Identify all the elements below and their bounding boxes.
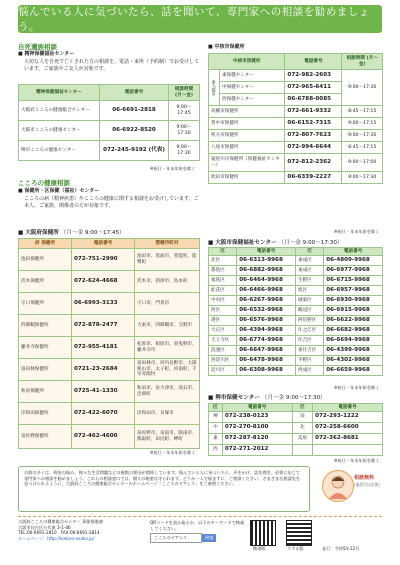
search-button[interactable]: 検索	[202, 534, 216, 542]
t3-r6-time: 8:45〜17:15	[342, 142, 383, 154]
issued-date: 発行：令和5年12月	[322, 546, 360, 551]
note4: ※祝日・年末年始を除く	[334, 385, 380, 390]
t4-r7-w1: 大正区	[209, 326, 237, 336]
t4-r1-w1: 都島区	[209, 266, 237, 276]
table-row	[209, 412, 383, 423]
kokoro-title: こころの健康相談	[18, 179, 70, 187]
t4-r3-t2: 06-6957-9968	[324, 286, 383, 296]
org-contact: TEL:06-6691-2810 FAX:06-6691-2814	[18, 530, 100, 535]
table-row	[209, 434, 383, 445]
table-row	[209, 70, 383, 82]
t3-r1-tel: 072-965-6411	[285, 82, 342, 94]
t5-r1-t2: 072-258-6600	[313, 423, 383, 434]
t3-r1-name: 中保健センター	[220, 82, 285, 94]
t4-r5-t2: 06-6915-9968	[324, 306, 383, 316]
t5-r0-t2: 072-293-1222	[313, 412, 383, 423]
t3-r5-tel: 072-807-7623	[285, 130, 342, 142]
t4-h2: 区	[295, 248, 323, 256]
t1-r0-time: 9:00〜17:45	[169, 101, 200, 121]
t4-r6-w1: 港区	[209, 316, 237, 326]
table-row	[19, 101, 200, 121]
table-row	[209, 346, 383, 356]
org-block	[18, 519, 148, 541]
t1-h1: 電話番号	[100, 85, 169, 101]
osakashi-title-text: ■ 大阪市保健福祉センター	[208, 240, 277, 246]
org-address: 大阪市住吉区万代東 3-1-46	[18, 524, 71, 530]
osakashi-time: （月〜金 9:00〜17:30）	[278, 240, 343, 246]
t3-r5-time: 9:00〜17:30	[342, 130, 383, 142]
t5-r2-t2: 072-362-8681	[313, 434, 383, 445]
table-row	[209, 118, 383, 130]
t4-r0-t2: 06-4809-9968	[324, 256, 383, 266]
note3: ※祝日・年末年始を除く	[334, 229, 380, 234]
t2-r1-area: 茨木市、摂津市、島本町	[135, 271, 200, 293]
t4-r9-t1: 06-6647-9968	[237, 346, 296, 356]
table-row	[19, 403, 200, 425]
free-sub: (電話代は必要)	[354, 482, 380, 487]
osakafu-title	[18, 228, 125, 236]
t4-h0: 区	[209, 248, 237, 256]
t1-h2: 相談時間 (月〜金)	[169, 85, 200, 101]
org-homepage[interactable]: ホームページ：http://kokoro-osaka.jp/	[18, 535, 95, 541]
hoken-desc: こころの病（精神疾患）やこころの健康に関する相談をお受けしています。ご本人、ご家族、関係者の方が対象です。	[24, 196, 199, 209]
t4-r1-t2: 06-6977-9968	[324, 266, 383, 276]
t5-r0-t1: 072-238-0123	[222, 412, 292, 423]
table-row	[19, 271, 200, 293]
t2-r0-tel: 072-751-2990	[72, 249, 135, 271]
t2-r8-name: 泉佐野保健所	[19, 425, 72, 449]
t2-r0-name: 池田保健所	[19, 249, 72, 271]
t3-r0-tel: 072-982-2603	[285, 70, 342, 82]
osakashi-table	[208, 247, 383, 376]
t3-r3-time: 8:45〜17:15	[342, 106, 383, 118]
t3-r4-time: 9:00〜17:15	[342, 118, 383, 130]
chukaku-table	[208, 53, 383, 184]
org-name: 大阪府こころの健康総合センター 事業推進課	[18, 519, 103, 524]
t5-h2: 区	[292, 404, 312, 412]
t4-r5-w2: 鶴見区	[295, 306, 323, 316]
table-row	[209, 316, 383, 326]
t5-h0: 区	[209, 404, 223, 412]
t4-r1-t1: 06-6882-9968	[237, 266, 296, 276]
t4-r7-w2: 住之江区	[295, 326, 323, 336]
table-row	[209, 286, 383, 296]
hoken-title: ■ 保健所・区保健（福祉）センター	[18, 188, 100, 194]
t4-r2-w2: 生野区	[295, 276, 323, 286]
t2-r6-tel: 0725-41-1330	[72, 381, 135, 403]
sakai-time: （月〜金 9:00〜17:30）	[261, 395, 326, 401]
t4-r3-w1: 此花区	[209, 286, 237, 296]
t2-r2-tel: 06-6993-3133	[72, 293, 135, 315]
banner-text: 悩んでいる人に気づいたら、話を聞いて、専門家への相談を勧めましょう。	[18, 6, 370, 33]
t3-r5-name: 枚方市保健所	[209, 130, 285, 142]
t4-r4-w1: 中央区	[209, 296, 237, 306]
table-row	[209, 130, 383, 142]
t4-r4-t1: 06-6267-9968	[237, 296, 296, 306]
table-row	[19, 315, 200, 337]
t2-r4-tel: 072-955-4181	[72, 337, 135, 359]
t2-r1-tel: 072-624-4668	[72, 271, 135, 293]
t4-r6-w2: 阿倍野区	[295, 316, 323, 326]
t3-r0-name: 東保健センター	[220, 70, 285, 82]
t2-r4-name: 藤井寺保健所	[19, 337, 72, 359]
t5-h3: 電話番号	[313, 404, 383, 412]
t5-r2-w2: 美原	[292, 434, 312, 445]
t2-r2-area: 守口市、門真市	[135, 293, 200, 315]
bottom-message: 自殺の多くは、病気の悩み、様々な生活問題などの複数の要因が関係しています。悩んでいる人に気づいたら、声をかけ、話を聞き、必要に応じて専門家への相談を勧めましょう。これらの相談窓口では、個人の秘密は守られます。どうか一人で悩まずに、ご相談ください。さまざまな相談先を見つけられるように、大阪府こころの健康総合センターのホームページ「こころのオアシス」をご参照ください。	[24, 470, 301, 486]
top-banner	[18, 5, 382, 33]
t2-r5-area: 富田林市、河内長野市、大阪狭山市、太子町、河南町、千早赤阪村	[135, 359, 200, 381]
free-label: 相談無料	[354, 475, 375, 481]
t4-r6-t2: 06-6622-9968	[324, 316, 383, 326]
t3-h0: 中核市保健所	[209, 54, 285, 70]
t5-r0-w2: 南	[292, 412, 312, 423]
higashiosaka-label: 東大阪市	[209, 70, 220, 106]
t2-r6-area: 和泉市、泉大津市、高石市、忠岡町	[135, 381, 200, 403]
t4-r11-t2: 06-6659-9968	[324, 366, 383, 376]
t2-r8-area: 泉佐野市、泉南市、阪南市、熊取町、田尻町、岬町	[135, 425, 200, 449]
t4-r8-t1: 06-6774-9968	[237, 336, 296, 346]
table-row	[209, 356, 383, 366]
t3-r2-name: 西保健センター	[220, 94, 285, 106]
t4-h3: 電話番号	[324, 248, 383, 256]
t2-r0-area: 池田市、箕面市、豊能町、能勢町	[135, 249, 200, 271]
osakafu-table	[18, 238, 200, 449]
qr1-label: 携帯版	[253, 546, 266, 551]
search-box[interactable]: こころのオアシス	[150, 533, 202, 543]
t4-r0-w1: 北区	[209, 256, 237, 266]
sakai-title	[208, 393, 326, 401]
table-row	[209, 266, 383, 276]
t5-r1-w1: 中	[209, 423, 223, 434]
t1-r0-name: 大阪府こころの健康総合センター	[19, 101, 100, 121]
jisatsu-table	[18, 84, 200, 161]
t2-r6-name: 和泉保健所	[19, 381, 72, 403]
divider	[18, 516, 382, 517]
t2-r2-name: 守口保健所	[19, 293, 72, 315]
seishin-title: ■ 精神保健福祉センター	[18, 51, 75, 57]
chukaku-title: ■ 中核市保健所	[208, 44, 245, 50]
t1-r2-tel: 072-245-9192 (代表)	[100, 141, 169, 161]
t1-r1-time: 9:00〜17:30	[169, 121, 200, 141]
t5-r3-w1: 西	[209, 445, 223, 456]
t2-r7-tel: 072-422-6070	[72, 403, 135, 425]
t4-r10-w1: 西淀川区	[209, 356, 237, 366]
t2-r8-tel: 072-462-4600	[72, 425, 135, 449]
t5-h1: 電話番号	[222, 404, 292, 412]
t1-r2-time: 9:00〜17:30	[169, 141, 200, 161]
t2-r4-area: 松原市、柏原市、羽曳野市、藤井寺市	[135, 337, 200, 359]
t3-r3-tel: 072-661-9332	[285, 106, 342, 118]
note1: ※祝日・年末年始を除く	[150, 166, 196, 171]
t5-r2-t1: 072-287-8120	[222, 434, 292, 445]
t3-r4-name: 豊中市保健所	[209, 118, 285, 130]
qr-instructions	[150, 520, 248, 543]
t4-r8-t2: 06-6694-9968	[324, 336, 383, 346]
osakashi-title	[208, 238, 343, 246]
table-row	[209, 256, 383, 266]
bottom-message-box	[18, 466, 310, 512]
t4-r3-t1: 06-6466-9968	[237, 286, 296, 296]
qr2-label: スマホ版	[287, 546, 304, 551]
t4-r11-w2: 西成区	[295, 366, 323, 376]
t2-r3-name: 四條畷保健所	[19, 315, 72, 337]
table-row	[209, 296, 383, 306]
table-row	[19, 249, 200, 271]
t4-r5-t1: 06-6532-9968	[237, 306, 296, 316]
t4-r8-w2: 住吉区	[295, 336, 323, 346]
t2-r1-name: 茨木保健所	[19, 271, 72, 293]
osakafu-title-text: ■ 大阪府保健所	[18, 230, 59, 236]
t5-r3-t1: 072-271-2012	[222, 445, 292, 456]
t4-r9-w2: 東住吉区	[295, 346, 323, 356]
t3-r8-tel: 06-6339-2227	[285, 172, 342, 184]
t4-r7-t2: 06-6682-9968	[324, 326, 383, 336]
table-row	[19, 337, 200, 359]
qr-text: QRコードを読み取るか、以下のキーワードで検索してください。	[150, 520, 245, 531]
t4-r11-t1: 06-6308-9968	[237, 366, 296, 376]
t4-r4-t2: 06-6930-9968	[324, 296, 383, 306]
table-row	[209, 306, 383, 316]
t2-r3-tel: 072-878-2477	[72, 315, 135, 337]
t2-h2: 管轄市町村	[135, 239, 200, 249]
table-row	[19, 121, 200, 141]
t1-r0-tel: 06-6691-2818	[100, 101, 169, 121]
table-row	[19, 293, 200, 315]
t4-r2-t1: 06-6464-9968	[237, 276, 296, 286]
seishin-desc: 大切な人を自死で亡くされた方の相談を、電話・来所（予約制）でお受けしています。ご家族やご友人が対象です。	[24, 59, 200, 72]
t2-r5-tel: 0721-23-2684	[72, 359, 135, 381]
t3-r7-tel: 072-812-2362	[285, 154, 342, 172]
t5-r1-w2: 北	[292, 423, 312, 434]
t3-h2: 相談時間 (月〜金)	[342, 54, 383, 70]
t4-r11-w1: 淀川区	[209, 366, 237, 376]
t5-r2-w1: 東	[209, 434, 223, 445]
note5: ※祝日・年末年始を除く	[334, 458, 380, 463]
jisatsu-title: 自死遺族相談	[18, 43, 57, 51]
table-row	[209, 445, 383, 456]
t5-r0-w1: 堺	[209, 412, 223, 423]
t1-r2-name: 堺市こころの健康センター	[19, 141, 100, 161]
t1-h0: 精神保健福祉センター	[19, 85, 100, 101]
t4-h1: 電話番号	[237, 248, 296, 256]
t4-r7-t1: 06-4394-9968	[237, 326, 296, 336]
t2-h0: 府 保健所	[19, 239, 72, 249]
table-row	[209, 142, 383, 154]
t4-r3-w2: 旭区	[295, 286, 323, 296]
osakafu-time: （月〜金 9:00〜17:45）	[60, 230, 125, 236]
note2: ※祝日・年末年始を除く	[150, 450, 196, 455]
t3-h1: 電話番号	[285, 54, 342, 70]
table-row	[209, 154, 383, 172]
t4-r2-t2: 06-6715-9968	[324, 276, 383, 286]
t4-r10-t1: 06-6478-9968	[237, 356, 296, 366]
t3-r2-tel: 06-6788-0085	[285, 94, 342, 106]
t5-r1-t1: 072-270-8100	[222, 423, 292, 434]
t5-r3-w2	[292, 445, 312, 456]
t3-r8-time: 9:00〜17:30	[342, 172, 383, 184]
free-consult-area	[318, 470, 380, 510]
t4-r6-t1: 06-6576-9968	[237, 316, 296, 326]
t2-h1: 電話番号	[72, 239, 135, 249]
t4-r1-w2: 東成区	[295, 266, 323, 276]
t4-r4-w2: 城東区	[295, 296, 323, 306]
person-illustration-icon	[322, 470, 354, 502]
sakai-title-text: ■ 堺市保健センター	[208, 395, 260, 401]
table-row	[19, 425, 200, 449]
t4-r10-w2: 平野区	[295, 356, 323, 366]
sakai-table	[208, 403, 383, 456]
t4-r0-t1: 06-6313-9968	[237, 256, 296, 266]
t4-r0-w2: 東成区	[295, 256, 323, 266]
table-row	[19, 359, 200, 381]
t2-r7-area: 岸和田市、貝塚市	[135, 403, 200, 425]
qr-code-mobile[interactable]	[250, 520, 276, 546]
t1-r1-tel: 06-6922-8520	[100, 121, 169, 141]
table-row	[209, 106, 383, 118]
t4-r9-w1: 浪速区	[209, 346, 237, 356]
t2-r3-area: 大東市、四條畷市、交野市	[135, 315, 200, 337]
table-row	[209, 336, 383, 346]
t2-r5-name: 富田林保健所	[19, 359, 72, 381]
table-row	[19, 381, 200, 403]
t3-r1-time: 9:00〜17:30	[342, 70, 383, 106]
t3-r8-name: 吹田市保健所	[209, 172, 285, 184]
table-row	[209, 172, 383, 184]
t1-r1-name: 大阪市こころの健康センター	[19, 121, 100, 141]
t4-r10-t2: 06-4302-9968	[324, 356, 383, 366]
t4-r8-w1: 天王寺区	[209, 336, 237, 346]
t3-r7-time: 9:00〜17:00	[342, 154, 383, 172]
t3-r6-name: 八尾市保健所	[209, 142, 285, 154]
table-row	[209, 366, 383, 376]
t4-r9-t2: 06-4399-9968	[324, 346, 383, 356]
table-row	[19, 141, 200, 161]
table-row	[209, 326, 383, 336]
t4-r5-w1: 西区	[209, 306, 237, 316]
t3-r6-tel: 072-994-6644	[285, 142, 342, 154]
table-row	[209, 276, 383, 286]
table-row	[209, 423, 383, 434]
t3-r7-name: 寝屋川市保健所（保健福祉センター）	[209, 154, 285, 172]
t4-r2-w1: 福島区	[209, 276, 237, 286]
qr-code-smartphone[interactable]	[286, 520, 312, 546]
t3-r4-tel: 06-6152-7315	[285, 118, 342, 130]
t3-r3-name: 高槻市保健所	[209, 106, 285, 118]
t2-r7-name: 岸和田保健所	[19, 403, 72, 425]
t5-r3-t2	[313, 445, 383, 456]
